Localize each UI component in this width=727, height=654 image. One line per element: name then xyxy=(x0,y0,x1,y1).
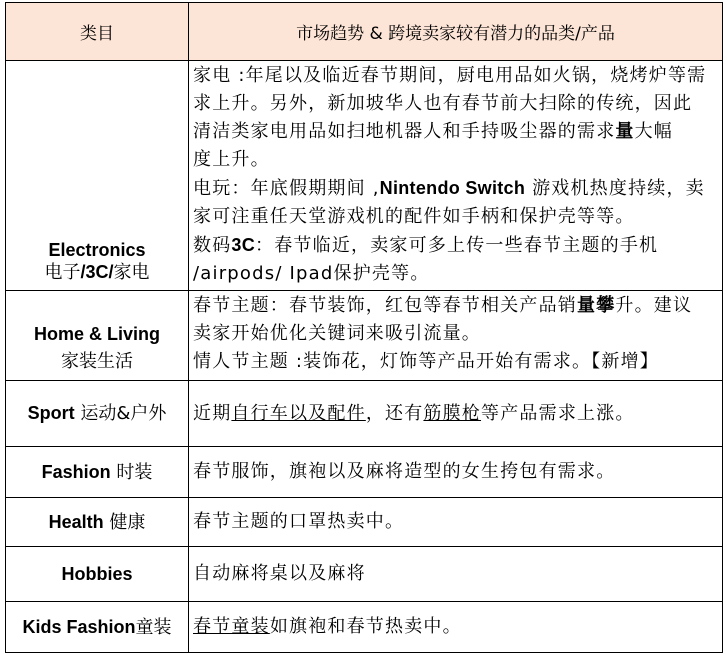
trend-cell xyxy=(189,61,723,291)
trend-content xyxy=(189,560,722,588)
trend-text: ：春节临近，卖家可多上传一些春节主题的手机 xyxy=(255,235,659,256)
trend-text: ，还有 xyxy=(365,402,424,424)
trend-cell xyxy=(189,498,723,547)
row-electronics xyxy=(6,61,723,291)
category-zh: 童装 xyxy=(135,616,172,638)
trend-cell xyxy=(189,447,723,498)
category-cell xyxy=(6,602,189,653)
trend-text: 春节主题：春节装饰，红包等春节相关产品销 xyxy=(193,295,577,316)
trend-text: 清洁类家电用品如扫地机器人和手持吸尘器的需求 xyxy=(193,121,616,142)
category-zh: 健康 xyxy=(109,511,146,533)
bold-text: Nintendo Switch xyxy=(379,178,526,198)
row-home-living xyxy=(6,291,723,381)
row-sport xyxy=(6,381,723,447)
category-cell xyxy=(6,61,189,291)
trend-text: 数码 xyxy=(193,235,232,256)
category-en: Kids Fashion xyxy=(22,616,136,637)
trend-cell xyxy=(189,602,723,653)
trend-line: 春节主题的口罩热卖中。 xyxy=(193,511,405,532)
trend-content xyxy=(189,62,722,288)
trend-text: 电玩：年底假期期间 , xyxy=(193,178,380,199)
category-zh-part: /3C/ xyxy=(80,262,114,282)
trend-line xyxy=(193,400,718,428)
category-en: Fashion xyxy=(41,461,111,482)
trend-line: 情人节主题 :装饰花，灯饰等产品开始有需求。【新增】 xyxy=(193,351,659,372)
bold-text: 3C xyxy=(231,235,256,255)
trend-line xyxy=(193,613,718,641)
category-zh-part: 家电 xyxy=(113,262,150,283)
category-cell xyxy=(6,447,189,498)
header-category: 类目 xyxy=(6,3,189,61)
category-zh: 运动&户外 xyxy=(80,403,167,424)
trend-line xyxy=(193,118,718,146)
bold-text: 量 xyxy=(615,121,635,142)
bold-text: 量攀 xyxy=(577,295,616,316)
trend-cell xyxy=(189,547,723,602)
trend-content xyxy=(189,400,722,428)
trend-line xyxy=(193,174,718,203)
category-cell xyxy=(6,381,189,447)
trend-content xyxy=(189,613,722,641)
category-en: Sport xyxy=(27,403,75,423)
underlined-text: 筋膜枪 xyxy=(423,402,482,424)
row-health xyxy=(6,498,723,547)
trend-line: 度上升。 xyxy=(193,149,270,170)
category-zh: 时装 xyxy=(116,461,153,483)
category-trend-table xyxy=(5,2,723,653)
trend-text: 近期 xyxy=(193,402,232,424)
category-zh xyxy=(6,261,188,284)
trend-line: 春节服饰，旗袍以及麻将造型的女生挎包有需求。 xyxy=(193,461,616,482)
trend-line: /airpods/ Ipad保护壳等。 xyxy=(193,263,430,284)
category-zh: 家装生活 xyxy=(61,351,133,372)
trend-line: 家可注重任天堂游戏机的配件如手柄和保护壳等等。 xyxy=(193,206,635,227)
category-cell xyxy=(6,291,189,381)
category-cell xyxy=(6,547,189,602)
category-en: Home & Living xyxy=(33,324,160,344)
trend-line: 自动麻将桌以及麻将 xyxy=(193,563,366,584)
row-kids-fashion xyxy=(6,602,723,653)
row-hobbies xyxy=(6,547,723,602)
category-en: Hobbies xyxy=(61,563,133,584)
trend-text: 升。建议 xyxy=(615,295,693,316)
trend-content xyxy=(189,458,722,486)
trend-content xyxy=(189,508,722,536)
trend-line: 家电 :年尾以及临近春节期间，厨电用品如火锅，烧烤炉等需 xyxy=(193,65,707,86)
header-trend: 市场趋势 & 跨境卖家较有潜力的品类/产品 xyxy=(189,3,723,61)
trend-line xyxy=(193,231,718,260)
trend-text: 游戏机热度持续，卖 xyxy=(525,178,705,199)
trend-cell xyxy=(189,291,723,381)
category-en: Electronics xyxy=(48,240,146,260)
trend-line: 卖家开始优化关键词来吸引流量。 xyxy=(193,323,481,344)
trend-line xyxy=(193,292,718,320)
row-fashion xyxy=(6,447,723,498)
trend-text: 大幅 xyxy=(634,121,674,142)
trend-content xyxy=(189,292,722,376)
category-zh-part: 电子 xyxy=(44,262,81,283)
trend-text: 如旗袍和春节热卖中。 xyxy=(269,616,462,637)
trend-cell xyxy=(189,381,723,447)
header-row xyxy=(6,3,723,61)
trend-line: 求上升。另外，新加坡华人也有春节前大扫除的传统，因此 xyxy=(193,93,693,114)
category-en: Health xyxy=(48,511,104,532)
underlined-text: 自行车以及配件 xyxy=(231,402,366,424)
trend-text: 等产品需求上涨。 xyxy=(481,402,635,424)
category-cell xyxy=(6,498,189,547)
underlined-text: 春节童装 xyxy=(193,616,270,637)
